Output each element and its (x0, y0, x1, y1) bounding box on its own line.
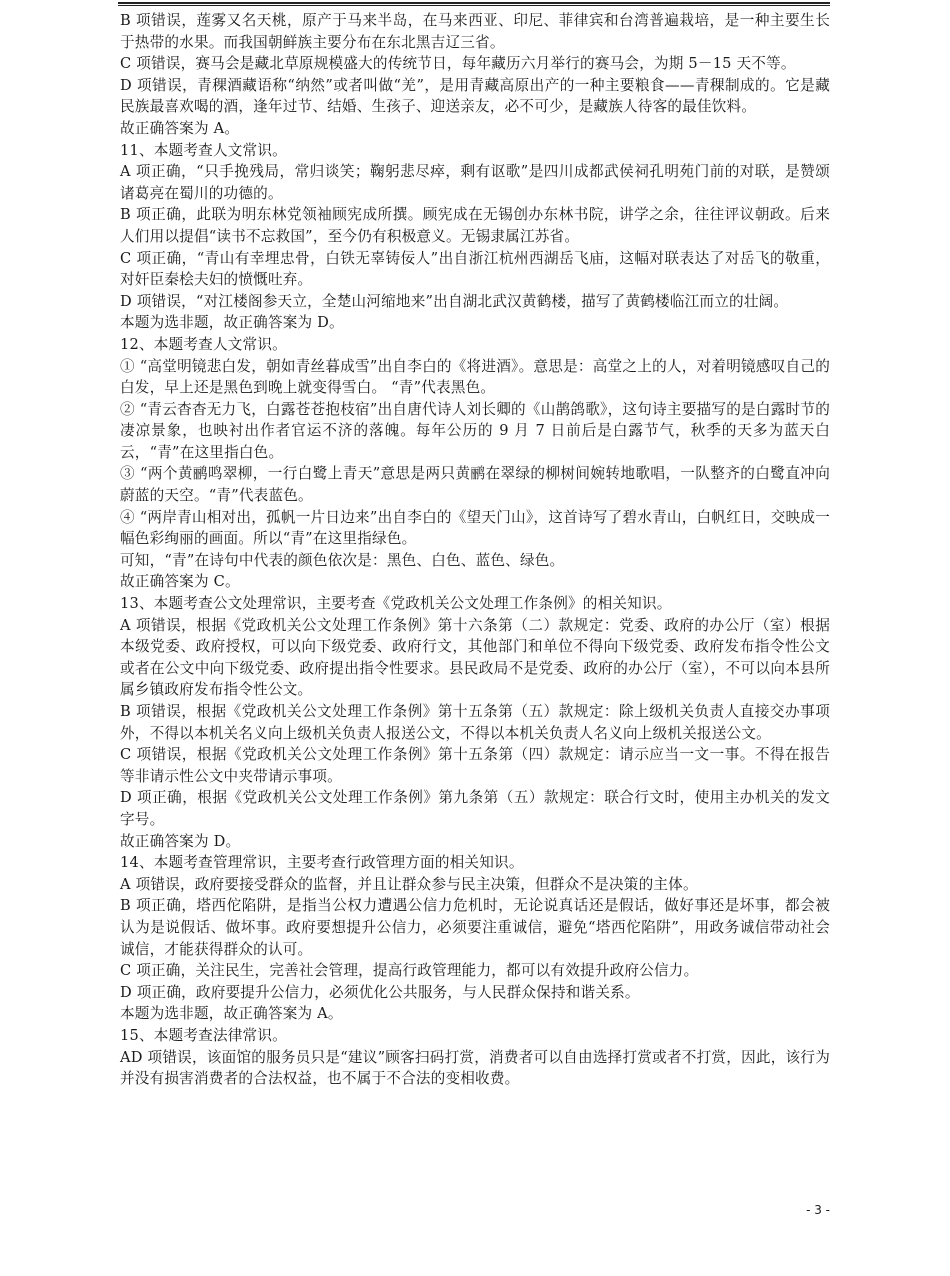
paragraph: 故正确答案为 C。 (120, 573, 240, 591)
paragraph: AD 项错误，该面馆的服务员只是“建议”顾客扫码打赏，消费者可以自由选择打赏或者不打赏，因此，该行为并没有损害消费者的合法权益，也不属于不合法的变相收费。 (120, 1048, 830, 1088)
paragraph: D 项错误，“对江楼阁参天立，全楚山河缩地来”出自湖北武汉黄鹤楼，描写了黄鹤楼临江而立的壮阔。 (120, 292, 789, 310)
paragraph: B 项错误，根据《党政机关公文处理工作条例》第十五条第（五）款规定：除上级机关负责人直接交办事项外，不得以本机关名义向上级机关负责人报送公文，不得以本机关负责人名义向上级机关报送公文。 (120, 703, 830, 742)
paragraph: B 项错误，莲雾又名天桃，原产于马来半岛，在马来西亚、印尼、菲律宾和台湾普遍栽培，是一种主要生长于热带的水果。而我国朝鲜族主要分布在东北黑吉辽三省。 (120, 12, 830, 51)
paragraph: C 项错误，根据《党政机关公文处理工作条例》第十五条第（四）款规定：请示应当一文一事。不得在报告等非请示性公文中夹带请示事项。 (120, 746, 830, 785)
paragraph: C 项正确，关注民生，完善社会管理，提高行政管理能力，都可以有效提升政府公信力。 (120, 962, 699, 980)
paragraph: B 项正确，此联为明东林党领袖顾宪成所撰。顾宪成在无锡创办东林书院，讲学之余，往往评议朝政。后来人们用以提倡“读书不忘救国”，至今仍有积极意义。无锡隶属江苏省。 (120, 206, 830, 245)
paragraph: 故正确答案为 D。 (120, 832, 241, 850)
paragraph: D 项错误，青稞酒藏语称“纳然”或者叫做“羌”，是用青藏高原出产的一种主要粮食——青稞制成的。它是藏民族最喜欢喝的酒，逢年过节、结婚、生孩子、迎送亲友，必不可少，是藏族人待客的最佳饮料。 (120, 76, 830, 116)
document-body (120, 10, 830, 1090)
paragraph: D 项正确，根据《党政机关公文处理工作条例》第九条第（五）款规定：联合行文时，使用主办机关的发文字号。 (120, 789, 830, 828)
question-heading: 14、本题考查管理常识，主要考查行政管理方面的相关知识。 (120, 854, 524, 872)
question-heading: 12、本题考查人文常识。 (120, 335, 287, 353)
paragraph: B 项正确，塔西佗陷阱，是指当公权力遭遇公信力危机时，无论说真话还是假话，做好事还是坏事，都会被认为是说假话、做坏事。政府要想提升公信力，必须要注重诚信，避免“塔西佗陷阱”，用政务诚信带动社会诚信，才能获得群众的认可。 (120, 897, 830, 958)
paragraph: 本题为选非题，故正确答案为 A。 (120, 1005, 343, 1023)
paragraph: 可知，“青”在诗句中代表的颜色依次是：黑色、白色、蓝色、绿色。 (120, 551, 565, 569)
question-heading: 11、本题考查人文常识。 (120, 141, 287, 159)
question-heading: 13、本题考查公文处理常识，主要考查《党政机关公文处理工作条例》的相关知识。 (120, 595, 672, 613)
paragraph: 本题为选非题，故正确答案为 D。 (120, 314, 344, 332)
paragraph: C 项错误，赛马会是藏北草原规模盛大的传统节日，每年藏历六月举行的赛马会，为期 5－15 天不等。 (120, 55, 796, 73)
paragraph: ② “青云杳杳无力飞，白露苍苍抱枝宿”出自唐代诗人刘长卿的《山鹊鸽歌》，这句诗主要描写的是白露时节的凄凉景象，也映衬出作者官运不济的落魄。每年公历的 9 月 7 日前后是白露节气，秋季的天多为蓝天白云，“青”在这里指白色。 (120, 400, 830, 461)
paragraph: A 项错误，根据《党政机关公文处理工作条例》第十六条第（二）款规定：党委、政府的办公厅（室）根据本级党委、政府授权，可以向下级党委、政府行文，其他部门和单位不得向下级党委、政府发布指令性公文或者在公文中向下级党委、政府提出指令性要求。县民政局不是党委、政府的办公厅（室），不可以向本县所属乡镇政府发布指令性公文。 (120, 616, 830, 699)
paragraph: ① “高堂明镜悲白发，朝如青丝暮成雪”出自李白的《将进酒》。意思是：高堂之上的人，对着明镜感叹自己的白发，早上还是黑色到晚上就变得雪白。 “青”代表黑色。 (120, 357, 830, 397)
page-number: - 3 - (806, 1203, 830, 1217)
paragraph: A 项错误，政府要接受群众的监督，并且让群众参与民主决策，但群众不是决策的主体。 (120, 875, 698, 893)
paragraph: ③ “两个黄鹂鸣翠柳，一行白鹭上青天”意思是两只黄鹂在翠绿的柳树间婉转地歌唱，一队整齐的白鹭直冲向蔚蓝的天空。“青”代表蓝色。 (120, 465, 830, 505)
paragraph: 故正确答案为 A。 (120, 119, 240, 137)
paragraph: A 项正确，“只手挽残局，常归谈笑；鞠躬悲尽瘁，剩有讴歌”是四川成都武侯祠孔明苑门前的对联，是赞颂诸葛亮在蜀川的功德的。 (120, 163, 830, 202)
paragraph: D 项正确，政府要提升公信力，必须优化公共服务，与人民群众保持和谐关系。 (120, 983, 640, 1001)
header-rule (118, 2, 830, 6)
paragraph: ④ “两岸青山相对出，孤帆一片日边来”出自李白的《望天门山》，这首诗写了碧水青山，白帆红日，交映成一幅色彩绚丽的画面。所以“青”在这里指绿色。 (120, 508, 830, 548)
question-heading: 15、本题考查法律常识。 (120, 1026, 287, 1044)
paragraph: C 项正确，“青山有幸埋忠骨，白铁无辜铸佞人”出自浙江杭州西湖岳飞庙，这幅对联表达了对岳飞的敬重，对奸臣秦桧夫妇的愤慨吐弃。 (120, 249, 830, 289)
